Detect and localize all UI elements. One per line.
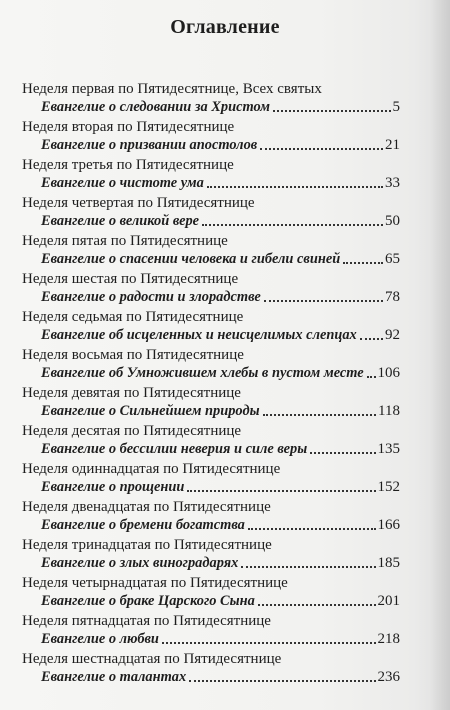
toc-entry [22, 650, 400, 688]
toc-page-number: 106 [377, 365, 400, 381]
toc-entry [22, 346, 400, 384]
toc-entry [22, 80, 400, 118]
toc-week-heading: Неделя пятая по Пятидесятнице [22, 233, 228, 249]
toc-week-heading: Неделя девятая по Пятидесятнице [22, 385, 241, 401]
toc-week-heading: Неделя четырнадцатая по Пятидесятнице [22, 575, 288, 591]
toc-page-number: 50 [385, 213, 400, 229]
toc-week-heading: Неделя десятая по Пятидесятнице [22, 423, 242, 439]
toc-entry [22, 384, 400, 422]
toc-gospel-row [22, 288, 400, 306]
dot-leader [258, 603, 376, 606]
toc-gospel-row [22, 402, 400, 420]
dot-leader [343, 261, 383, 264]
toc-entry [22, 270, 400, 308]
toc-page-number: 218 [377, 631, 400, 647]
dot-leader [189, 679, 375, 682]
dot-leader [273, 109, 391, 112]
toc-page-number: 78 [385, 289, 400, 305]
toc-gospel-title: Евангелие о браке Царского Сына [41, 593, 255, 609]
toc-page-number: 135 [377, 441, 400, 457]
toc-gospel-title: Евангелие об Умножившем хлебы в пустом месте [41, 365, 364, 381]
toc-entry [22, 498, 400, 536]
toc-gospel-row [22, 554, 400, 572]
toc-gospel-row [22, 592, 400, 610]
toc-gospel-title: Евангелие о прощении [41, 479, 185, 495]
dot-leader [241, 565, 375, 568]
toc-week-heading: Неделя тринадцатая по Пятидесятнице [22, 537, 272, 553]
dot-leader [367, 375, 376, 378]
toc-entry [22, 422, 400, 460]
toc-gospel-row [22, 326, 400, 344]
toc-week-heading: Неделя четвертая по Пятидесятнице [22, 195, 255, 211]
toc-page-number: 236 [377, 669, 400, 685]
toc-gospel-title: Евангелие о бессилии неверия и силе веры [41, 441, 308, 457]
toc-gospel-row [22, 630, 400, 648]
toc-gospel-title: Евангелие о Сильнейшем природы [41, 403, 260, 419]
toc-page-number: 166 [377, 517, 400, 533]
toc-gospel-title: Евангелие об исцеленных и неисцелимых слепцах [41, 327, 357, 343]
toc-gospel-row [22, 136, 400, 154]
toc-gospel-title: Евангелие о следовании за Христом [41, 99, 270, 115]
dot-leader [187, 489, 375, 492]
toc-entry [22, 118, 400, 156]
toc-gospel-title: Евангелие о любви [41, 631, 159, 647]
toc-gospel-row [22, 212, 400, 230]
toc-page-number: 65 [385, 251, 400, 267]
dot-leader [248, 527, 376, 530]
dot-leader [310, 451, 375, 454]
toc-page-number: 118 [378, 403, 400, 419]
toc-gospel-title: Евангелие о бремени богатства [41, 517, 245, 533]
toc-gospel-row [22, 478, 400, 496]
toc-gospel-row [22, 250, 400, 268]
toc-entry [22, 194, 400, 232]
dot-leader [360, 337, 383, 340]
toc-gospel-title: Евангелие о чистоте ума [41, 175, 204, 191]
toc-page-number: 92 [385, 327, 400, 343]
toc-week-heading: Неделя третья по Пятидесятнице [22, 157, 234, 173]
toc-gospel-row [22, 174, 400, 192]
toc-gospel-row [22, 364, 400, 382]
toc-gospel-title: Евангелие о радости и злорадстве [41, 289, 261, 305]
toc-gospel-title: Евангелие о талантах [41, 669, 187, 685]
toc-gospel-title: Евангелие о великой вере [41, 213, 200, 229]
toc-page-number: 152 [377, 479, 400, 495]
table-of-contents [22, 80, 400, 688]
dot-leader [207, 185, 383, 188]
dot-leader [162, 641, 376, 644]
toc-week-heading: Неделя вторая по Пятидесятнице [22, 119, 235, 135]
toc-entry [22, 574, 400, 612]
toc-entry [22, 612, 400, 650]
toc-page-number: 201 [377, 593, 400, 609]
dot-leader [202, 223, 383, 226]
page-edge-shadow [430, 0, 450, 710]
toc-entry [22, 156, 400, 194]
toc-gospel-title: Евангелие о призвании апостолов [41, 137, 258, 153]
toc-page-number: 21 [385, 137, 400, 153]
toc-gospel-row [22, 668, 400, 686]
toc-entry [22, 232, 400, 270]
toc-week-heading: Неделя седьмая по Пятидесятнице [22, 309, 244, 325]
toc-week-heading: Неделя шестая по Пятидесятнице [22, 271, 239, 287]
toc-page-number: 33 [385, 175, 400, 191]
toc-gospel-row [22, 440, 400, 458]
toc-entry [22, 460, 400, 498]
toc-week-heading: Неделя восьмая по Пятидесятнице [22, 347, 244, 363]
toc-gospel-title: Евангелие о злых виноградарях [41, 555, 239, 571]
toc-gospel-row [22, 98, 400, 116]
toc-week-heading: Неделя одиннадцатая по Пятидесятнице [22, 461, 281, 477]
toc-page-number: 185 [377, 555, 400, 571]
toc-gospel-title: Евангелие о спасении человека и гибели свиней [41, 251, 341, 267]
toc-page-number: 5 [392, 99, 400, 115]
dot-leader [263, 413, 376, 416]
dot-leader [260, 147, 383, 150]
toc-week-heading: Неделя двенадцатая по Пятидесятнице [22, 499, 271, 515]
dot-leader [264, 299, 383, 302]
toc-entry [22, 308, 400, 346]
page-title: Оглавление [170, 16, 280, 38]
toc-entry [22, 536, 400, 574]
toc-week-heading: Неделя шестнадцатая по Пятидесятнице [22, 651, 282, 667]
toc-week-heading: Неделя пятнадцатая по Пятидесятнице [22, 613, 271, 629]
toc-week-heading: Неделя первая по Пятидесятнице, Всех святых [22, 81, 322, 97]
toc-gospel-row [22, 516, 400, 534]
